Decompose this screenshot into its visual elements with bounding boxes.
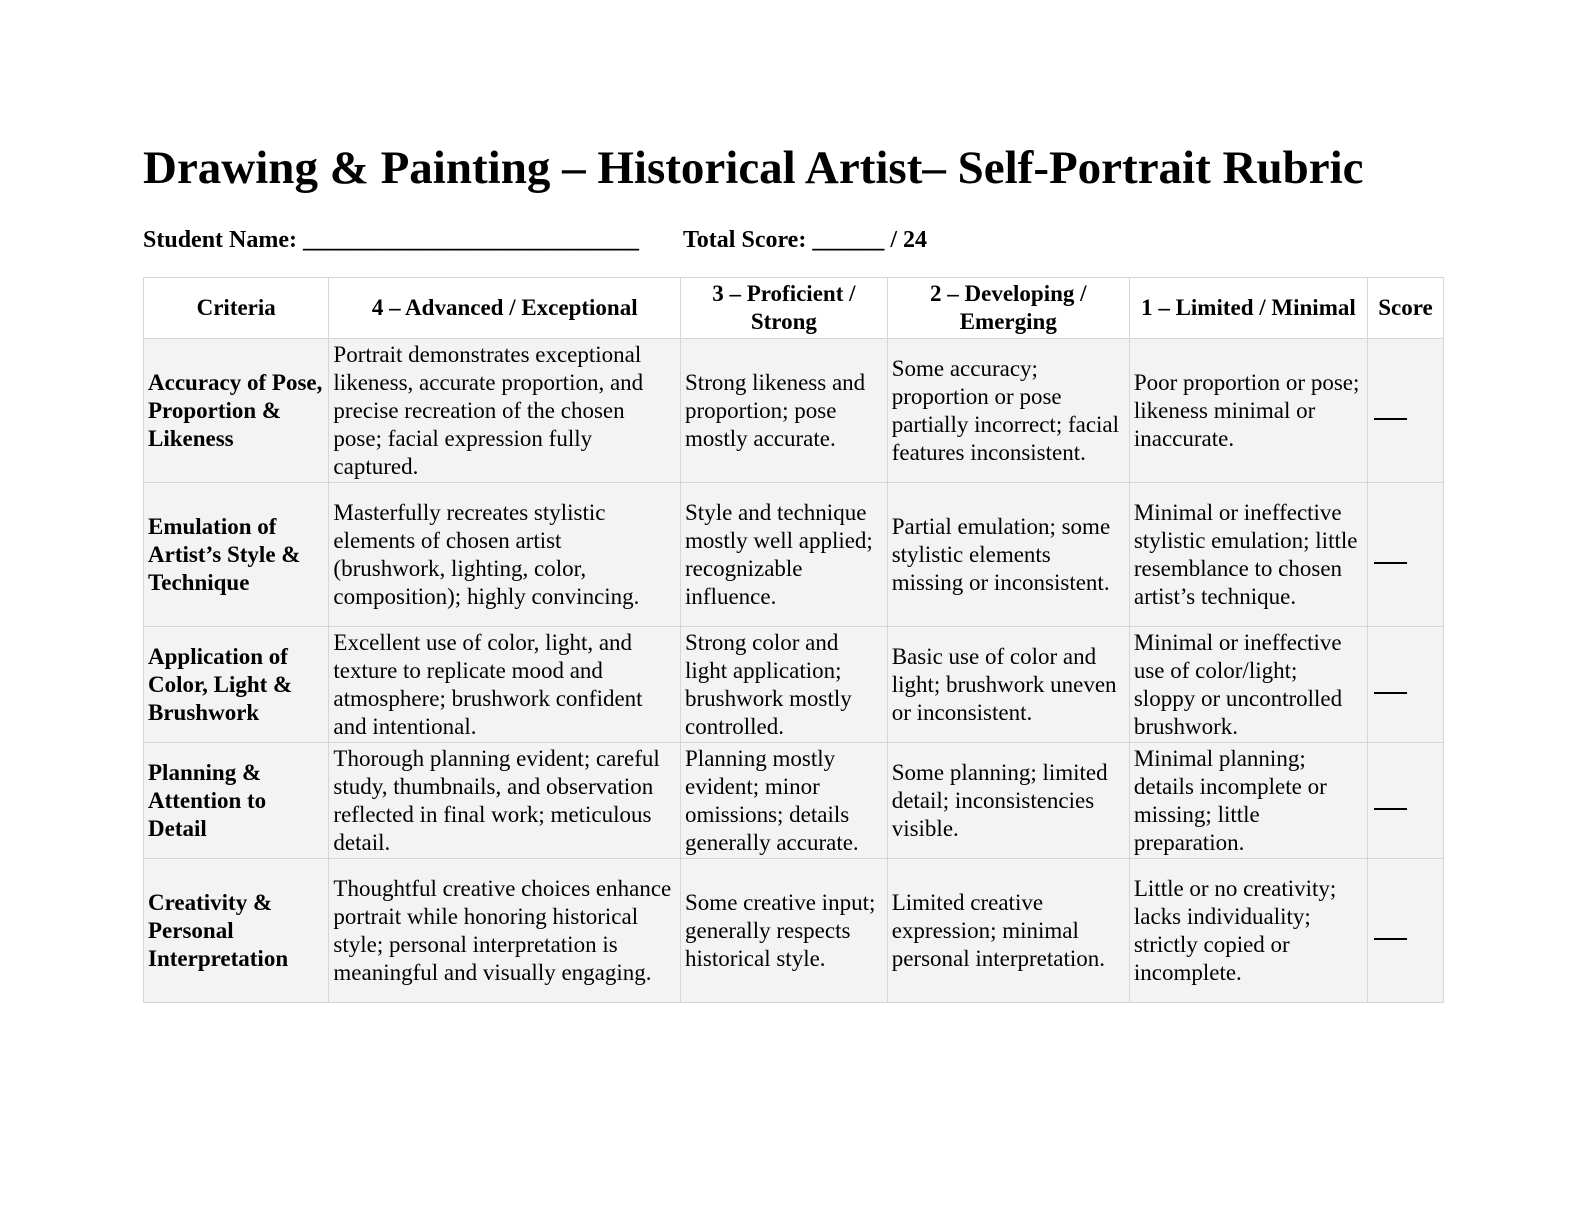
header-level-1: 1 – Limited / Minimal	[1129, 278, 1367, 339]
level-2-cell: Some accuracy; proportion or pose partially incorrect; facial features inconsistent.	[887, 339, 1129, 483]
table-row	[144, 743, 1444, 859]
level-3-cell: Style and technique mostly well applied; recognizable influence.	[681, 483, 888, 627]
table-row	[144, 859, 1444, 1003]
rubric-page	[143, 140, 1443, 1003]
level-4-cell: Portrait demonstrates exceptional likeness, accurate proportion, and precise recreation of the chosen pose; facial expression fully captured.	[329, 339, 681, 483]
level-3-cell: Strong color and light application; brushwork mostly controlled.	[681, 627, 888, 743]
level-3-cell: Planning mostly evident; minor omissions; details generally accurate.	[681, 743, 888, 859]
score-blank[interactable]	[1374, 404, 1407, 420]
rubric-table	[143, 277, 1444, 1003]
criteria-cell: Planning & Attention to Detail	[144, 743, 329, 859]
level-2-cell: Some planning; limited detail; inconsistencies visible.	[887, 743, 1129, 859]
score-blank[interactable]	[1374, 924, 1407, 940]
score-cell[interactable]	[1367, 859, 1443, 1003]
level-1-cell: Little or no creativity; lacks individuality; strictly copied or incomplete.	[1129, 859, 1367, 1003]
score-cell[interactable]	[1367, 339, 1443, 483]
criteria-cell: Application of Color, Light & Brushwork	[144, 627, 329, 743]
level-4-cell: Masterfully recreates stylistic elements of chosen artist (brushwork, lighting, color, composition); highly convincing.	[329, 483, 681, 627]
level-2-cell: Limited creative expression; minimal personal interpretation.	[887, 859, 1129, 1003]
student-info-line	[143, 226, 1443, 255]
level-4-cell: Thorough planning evident; careful study, thumbnails, and observation reflected in final work; meticulous detail.	[329, 743, 681, 859]
level-3-cell: Some creative input; generally respects historical style.	[681, 859, 888, 1003]
score-blank[interactable]	[1374, 548, 1407, 564]
table-row	[144, 339, 1444, 483]
table-row	[144, 483, 1444, 627]
score-cell[interactable]	[1367, 483, 1443, 627]
level-2-cell: Basic use of color and light; brushwork uneven or inconsistent.	[887, 627, 1129, 743]
score-blank[interactable]	[1374, 678, 1407, 694]
level-3-cell: Strong likeness and proportion; pose mostly accurate.	[681, 339, 888, 483]
header-level-2: 2 – Developing / Emerging	[887, 278, 1129, 339]
header-level-3: 3 – Proficient / Strong	[681, 278, 888, 339]
header-level-4: 4 – Advanced / Exceptional	[329, 278, 681, 339]
level-1-cell: Minimal or ineffective stylistic emulation; little resemblance to chosen artist’s technique.	[1129, 483, 1367, 627]
criteria-cell: Emulation of Artist’s Style & Technique	[144, 483, 329, 627]
level-1-cell: Minimal planning; details incomplete or missing; little preparation.	[1129, 743, 1367, 859]
criteria-cell: Accuracy of Pose, Proportion & Likeness	[144, 339, 329, 483]
total-score-field[interactable]: Total Score: ______ / 24	[683, 227, 927, 254]
level-4-cell: Thoughtful creative choices enhance portrait while honoring historical style; personal interpretation is meaningful and visually engaging.	[329, 859, 681, 1003]
student-name-field[interactable]: Student Name: ____________________________	[143, 227, 639, 254]
table-row	[144, 627, 1444, 743]
score-cell[interactable]	[1367, 743, 1443, 859]
page-title: Drawing & Painting – Historical Artist– Self-Portrait Rubric	[143, 142, 1364, 194]
level-4-cell: Excellent use of color, light, and texture to replicate mood and atmosphere; brushwork confident and intentional.	[329, 627, 681, 743]
criteria-cell: Creativity & Personal Interpretation	[144, 859, 329, 1003]
level-1-cell: Minimal or ineffective use of color/light; sloppy or uncontrolled brushwork.	[1129, 627, 1367, 743]
header-score: Score	[1367, 278, 1443, 339]
header-criteria: Criteria	[144, 278, 329, 339]
level-2-cell: Partial emulation; some stylistic elements missing or inconsistent.	[887, 483, 1129, 627]
table-header-row	[144, 278, 1444, 339]
level-1-cell: Poor proportion or pose; likeness minimal or inaccurate.	[1129, 339, 1367, 483]
score-cell[interactable]	[1367, 627, 1443, 743]
score-blank[interactable]	[1374, 794, 1407, 810]
